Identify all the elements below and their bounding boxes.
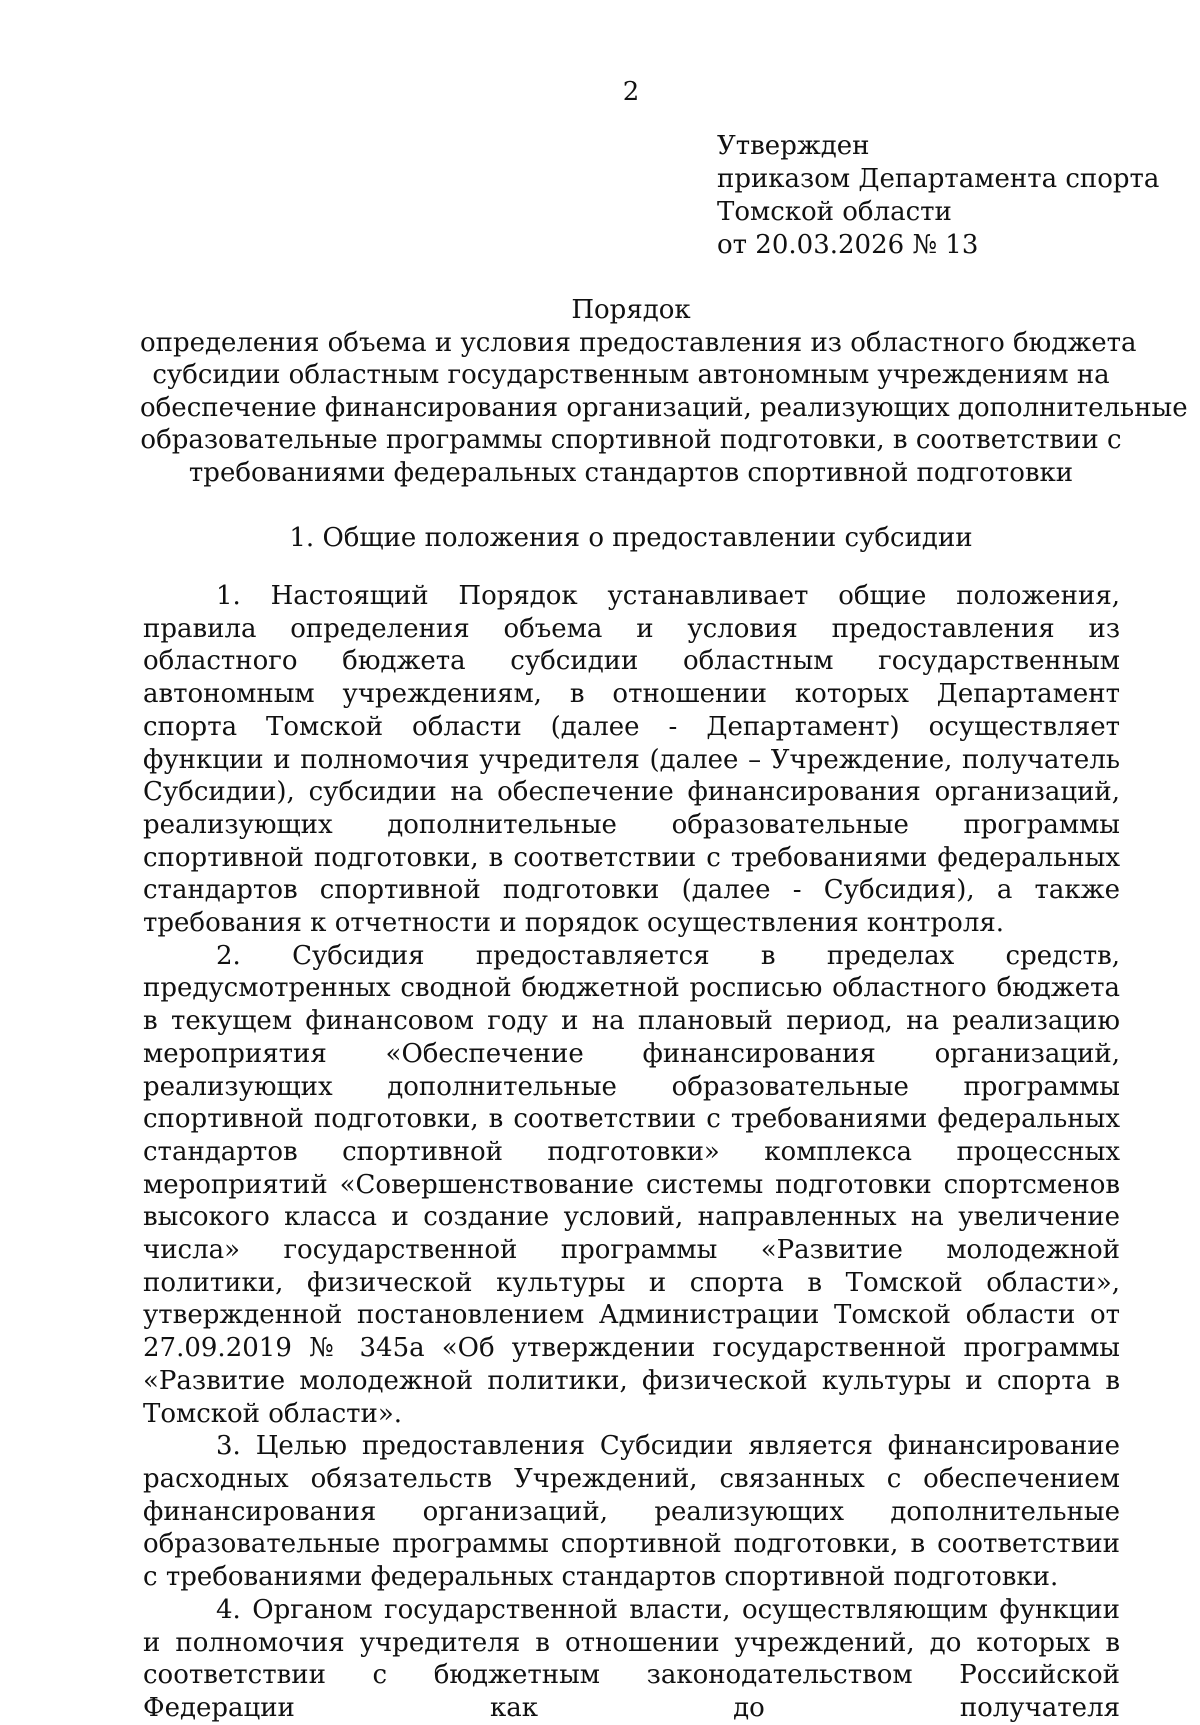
approval-line: приказом Департамента спорта (717, 164, 1160, 194)
approval-line: Утвержден (717, 131, 870, 161)
approval-line: от 20.03.2026 № 13 (717, 230, 979, 260)
paragraph: 4. Органом государственной власти, осуществляющим функции и полномочия учредителя в отношении учреждений, до которых в соответствии с бюджетным законодательством Российской Федерации как до получателя (143, 1594, 1120, 1723)
title-line: образовательные программы спортивной подготовки, в соответствии с (140, 425, 1122, 455)
title-line: требованиями федеральных стандартов спортивной подготовки (188, 457, 1074, 488)
title-line: определения объема и условия предоставления из областного бюджета (140, 327, 1137, 358)
paragraph: 3. Целью предоставления Субсидии является финансирование расходных обязательств Учреждений, связанных с обеспечением финансирования организаций, реализующих дополнительные образовательные программы спортивной подготовки, в соответствии с требованиями федеральных стандартов спортивной подготовки. (143, 1431, 1120, 1593)
title-heading: Порядок (571, 295, 691, 325)
title-line: обеспечение финансирования организаций, реализующих дополнительные (140, 392, 1188, 423)
paragraph: 1. Настоящий Порядок устанавливает общие положения, правила определения объема и условия предоставления из областного бюджета субсидии областным государственным автономным учреждениям, в отношении которых Департамент спорта Томской области (далее - Департамент) осуществляет функции и полномочия учредителя (далее – Учреждение, получатель Субсидии), субсидии на обеспечение финансирования организаций, реализующих дополнительные образовательные программы спортивной подготовки, в соответствии с требованиями федеральных стандартов спортивной подготовки (далее - Субсидия), а также требования к отчетности и порядок осуществления контроля. (143, 581, 1120, 939)
document-title (140, 294, 1188, 489)
approval-line: Томской области (717, 197, 952, 227)
title-line: субсидии областным государственным автономным учреждениям на (152, 360, 1110, 390)
section-heading: 1. Общие положения о предоставлении субсидии (289, 523, 973, 553)
paragraph: 2. Субсидия предоставляется в пределах средств, предусмотренных сводной бюджетной росписью областного бюджета в текущем финансовом году и на плановый период, на реализацию мероприятия «Обеспечение финансирования организаций, реализующих дополнительные образовательные программы спортивной подготовки, в соответствии с требованиями федеральных стандартов спортивной подготовки» комплекса процессных мероприятий «Совершенствование системы подготовки спортсменов высокого класса и создание условий, направленных на увеличение числа» государственной программы «Развитие молодежной политики, физической культуры и спорта в Томской области», утвержденной постановлением Администрации Томской области от 27.09.2019 № 345а «Об утверждении государственной программы «Развитие молодежной политики, физической культуры и спорта в Томской области». (143, 940, 1120, 1429)
page-number: 2 (622, 77, 640, 107)
document-body (143, 580, 1120, 1725)
approval-stamp-block (717, 130, 1159, 262)
